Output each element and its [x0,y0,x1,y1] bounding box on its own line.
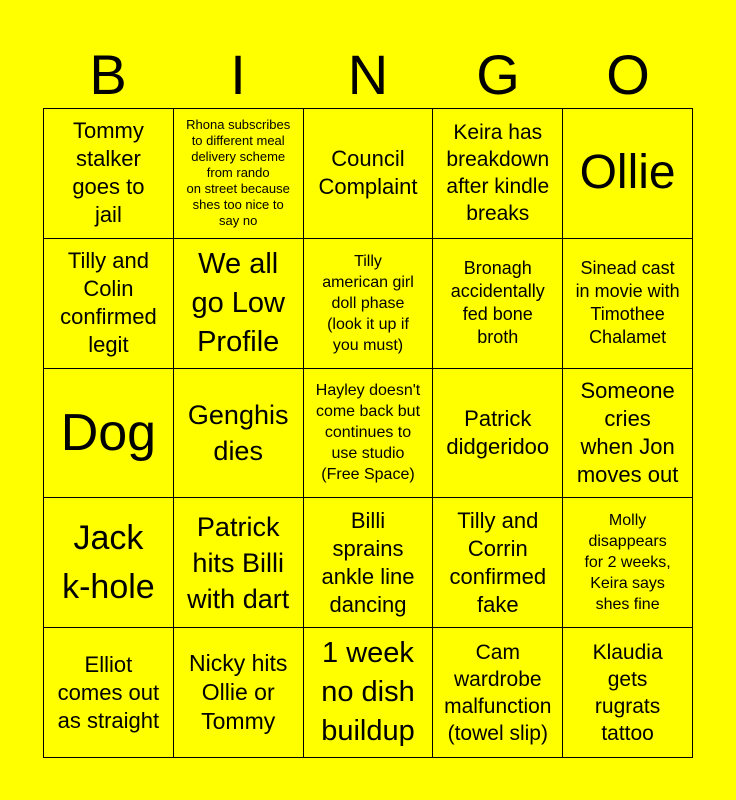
cell-text: Bronagh accidentally fed bone broth [450,258,545,348]
cell-text: Council Complaint [318,146,418,200]
bingo-cell[interactable] [44,239,174,369]
bingo-cell[interactable] [174,498,304,628]
cell-text: Rhona subscribes to different meal delivery scheme from rando on street because shes too nice to say no [186,117,291,229]
cell-text: Tilly and Colin confirmed legit [60,248,157,358]
cell-text: Genghis dies [187,399,289,466]
bingo-cell[interactable] [174,109,304,239]
header-letter-o: O [606,43,650,106]
cell-text: Nicky hits Ollie or Tommy [188,650,288,735]
cell-text: 1 week no dish buildup [321,637,415,748]
bingo-cell[interactable] [563,239,693,369]
bingo-cell[interactable] [563,498,693,628]
cell-text: Elliot comes out as straight [57,651,160,733]
cell-text: Dog [60,403,157,462]
bingo-board [43,108,693,758]
bingo-cell[interactable] [174,239,304,369]
bingo-cell[interactable] [304,628,434,758]
bingo-cell[interactable] [563,369,693,499]
bingo-cell[interactable] [304,109,434,239]
cell-text: Someone cries when Jon moves out [576,377,679,487]
header-letter-g: G [476,43,520,106]
bingo-cell[interactable] [433,239,563,369]
bingo-cell[interactable] [44,498,174,628]
cell-text: Tommy stalker goes to jail [72,118,145,228]
bingo-cell[interactable] [44,109,174,239]
cell-text: We all go Low Profile [191,247,285,358]
bingo-cell[interactable] [304,239,434,369]
bingo-cell[interactable] [304,498,434,628]
cell-text: Billi sprains ankle line dancing [321,507,415,617]
bingo-cell[interactable] [433,369,563,499]
bingo-header [43,40,693,110]
cell-text: Molly disappears for 2 weeks, Keira says shes fine [584,512,671,614]
bingo-cell[interactable] [174,369,304,499]
bingo-cell[interactable] [433,498,563,628]
bingo-cell[interactable] [433,109,563,239]
cell-text: Ollie [579,146,676,200]
cell-text: Klaudia gets rugrats tattoo [592,640,663,745]
bingo-cell[interactable] [304,369,434,499]
cell-text: Tilly and Corrin confirmed fake [449,507,547,617]
bingo-cell[interactable] [563,628,693,758]
bingo-cell[interactable] [44,628,174,758]
cell-text: Patrick didgeridoo [446,405,550,459]
cell-text: Tilly american girl doll phase (look it up if you must) [322,252,414,354]
header-letter-b: B [89,43,127,106]
cell-text: Hayley doesn't come back but continues to use studio (Free Space) [315,382,421,484]
header-letter-i: I [230,43,246,106]
cell-text: Keira has breakdown after kindle breaks [446,121,550,226]
cell-text: Jack k-hole [62,518,155,606]
cell-text: Cam wardrobe malfunction (towel slip) [444,640,552,745]
bingo-cell[interactable] [433,628,563,758]
bingo-cell[interactable] [44,369,174,499]
cell-text: Patrick hits Billi with dart [187,511,290,614]
bingo-cell[interactable] [563,109,693,239]
cell-text: Sinead cast in movie with Timothee Chalamet [575,258,680,348]
bingo-cell[interactable] [174,628,304,758]
header-letter-n: N [347,43,389,106]
